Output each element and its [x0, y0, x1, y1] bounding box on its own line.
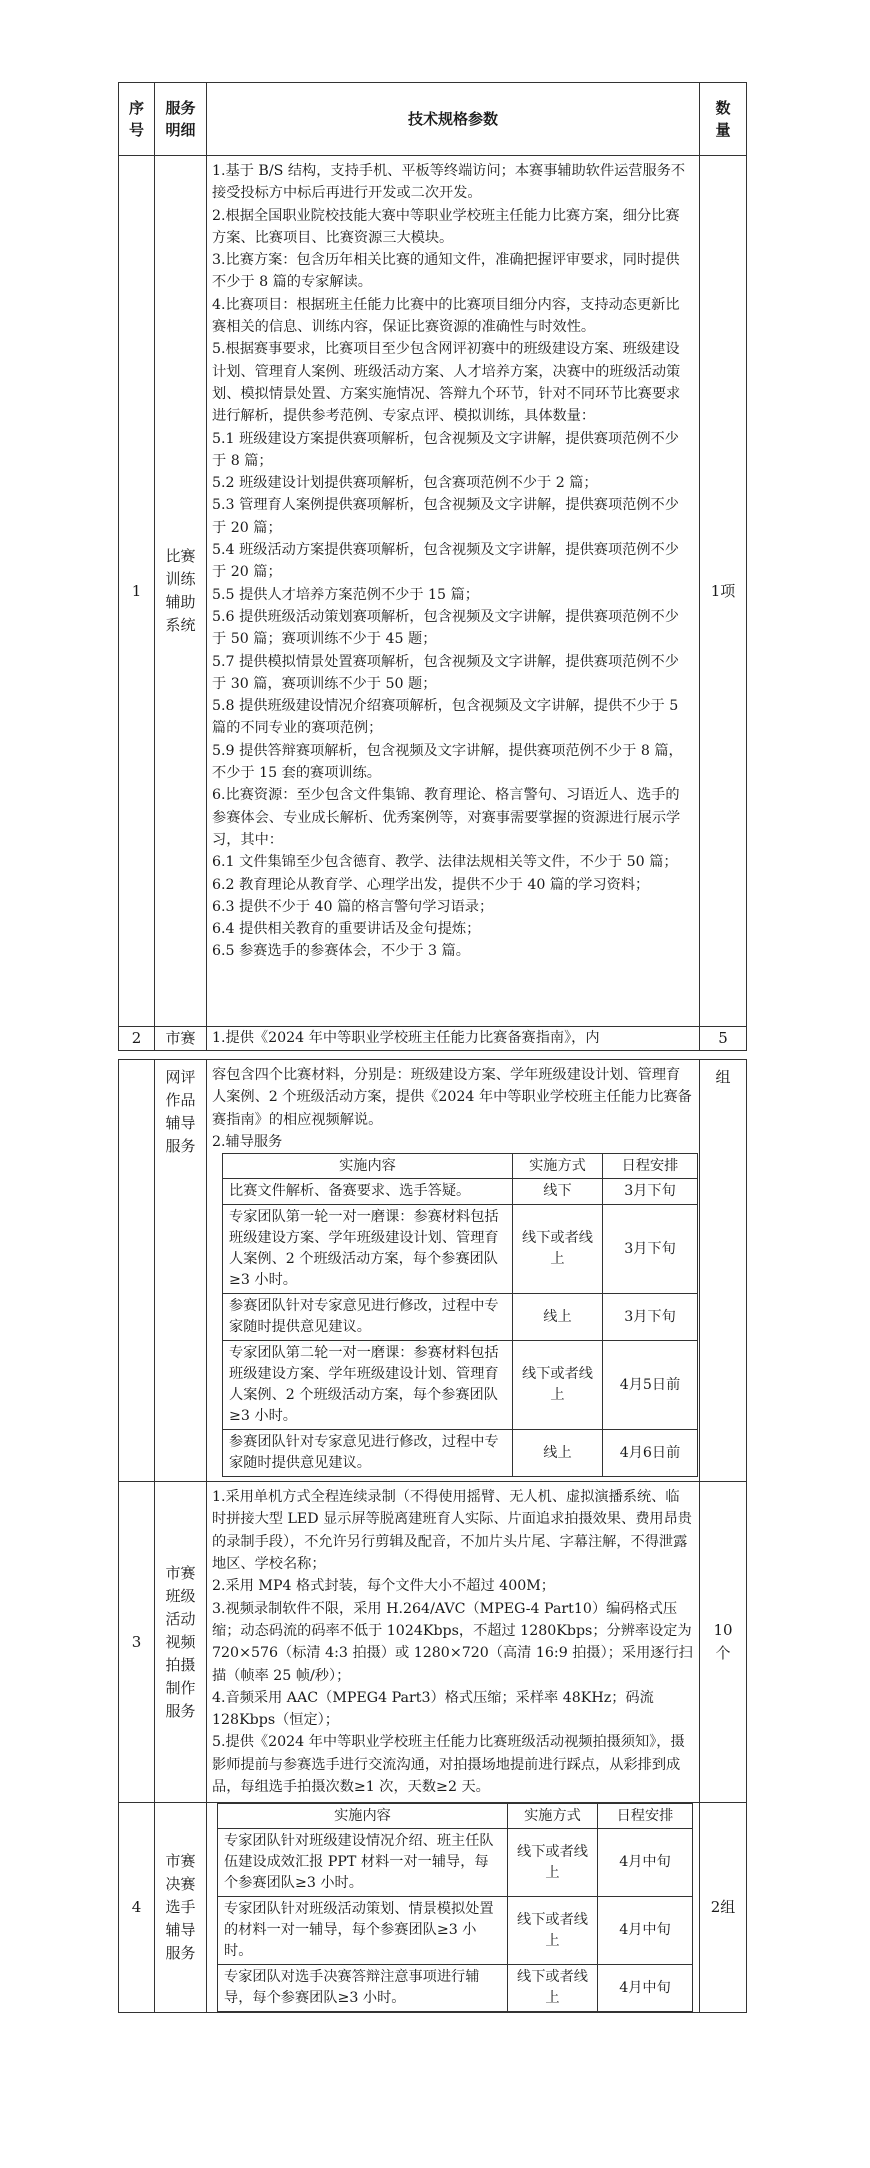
row2-qty-rest: 组	[700, 1060, 747, 1482]
row1-line: 5.2 班级建设计划提供赛项解析，包含赛项范例不少于 2 篇；	[212, 475, 598, 492]
row2-params	[207, 1060, 700, 1482]
row3-name: 市赛班级活动视频拍摄制作服务	[155, 1482, 207, 1803]
schedule-content: 参赛团队针对专家意见进行修改，过程中专家随时提供意见建议。	[223, 1294, 513, 1341]
schedule-row	[223, 1294, 698, 1341]
schedule-content: 专家团队针对班级活动策划、情景模拟处置的材料一对一辅导，每个参赛团队≥3 小时。	[218, 1897, 508, 1965]
schedule-method: 线下或者线上	[513, 1341, 603, 1430]
row1-name: 比赛训练辅助系统	[155, 156, 207, 1027]
row3-line: 2.采用 MP4 格式封装，每个文件大小不超过 400M；	[212, 1578, 555, 1595]
row2-schedule-table	[222, 1153, 698, 1477]
row2-line2: 2.辅导服务	[212, 1133, 283, 1150]
row3-line: 3.视频录制软件不限，采用 H.264/AVC（MPEG-4 Part10）编码格式压缩；动态码流的码率不低于 1024Kbps，不超过 1280Kbps；分辨率设定为 720×576（标清 4:3 拍摄）或 1280×720（高清 16:9 拍摄）；采用逐行扫描（帧率 25 帧/秒）；	[212, 1600, 693, 1684]
row1-line: 6.2 教育理论从教育学、心理学出发，提供不少于 40 篇的学习资料；	[212, 876, 650, 893]
header-qty: 数量	[700, 83, 747, 156]
header-name: 服务明细	[155, 83, 207, 156]
row1-line: 6.1 文件集锦至少包含德育、教学、法律法规相关等文件，不少于 50 篇；	[212, 854, 678, 871]
schedule-row	[218, 1829, 693, 1897]
header-params: 技术规格参数	[207, 83, 700, 156]
schedule-content: 专家团队针对班级建设情况介绍、班主任队伍建设成效汇报 PPT 材料一对一辅导，每个参赛团队≥3 小时。	[218, 1829, 508, 1897]
row1-line: 5.8 提供班级建设情况介绍赛项解析，包含视频及文字讲解，提供不少于 5 篇的不同专业的赛项范例；	[212, 698, 679, 737]
row1-line: 5.1 班级建设方案提供赛项解析，包含视频及文字讲解，提供赛项范例不少于 8 篇；	[212, 430, 679, 469]
row2-qty-top: 5	[700, 1027, 747, 1051]
row1-line: 5.3 管理育人案例提供赛项解析，包含视频及文字讲解，提供赛项范例不少于 20 篇；	[212, 497, 679, 536]
schedule-row	[218, 1897, 693, 1965]
schedule-header-method: 实施方式	[513, 1154, 603, 1179]
row2-name-top: 市赛	[155, 1027, 207, 1051]
schedule-content: 比赛文件解析、备赛要求、选手答疑。	[223, 1179, 513, 1205]
schedule-header-date: 日程安排	[603, 1154, 698, 1179]
row-training-system	[119, 156, 747, 1027]
schedule-method: 线下或者线上	[508, 1897, 598, 1965]
row4-qty: 2组	[700, 1803, 747, 2013]
row1-line: 6.3 提供不少于 40 篇的格言警句学习语录；	[212, 898, 494, 915]
schedule-row	[223, 1179, 698, 1205]
row3-seq: 3	[119, 1482, 155, 1803]
schedule-content: 专家团队第二轮一对一磨课：参赛材料包括班级建设方案、学年班级建设计划、管理育人案例、2 个班级活动方案，每个参赛团队≥3 小时。	[223, 1341, 513, 1430]
row1-line: 5.7 提供模拟情景处置赛项解析，包含视频及文字讲解，提供赛项范例不少于 30 篇，赛项训练不少于 50 题；	[212, 653, 679, 692]
row1-seq: 1	[119, 156, 155, 1027]
row2-name-rest: 网评作品辅导服务	[155, 1060, 207, 1482]
row-online-review-top	[119, 1027, 747, 1051]
schedule-row	[223, 1341, 698, 1430]
row1-params	[207, 156, 700, 1027]
schedule-header	[223, 1154, 698, 1179]
schedule-method: 线上	[513, 1430, 603, 1477]
schedule-method: 线下或者线上	[508, 1965, 598, 2012]
row1-line: 5.9 提供答辩赛项解析，包含视频及文字讲解，提供赛项范例不少于 8 篇，不少于 15 套的赛项训练。	[212, 742, 683, 782]
schedule-date: 3月下旬	[603, 1205, 698, 1294]
row1-qty: 1项	[700, 156, 747, 1027]
schedule-header-method: 实施方式	[508, 1804, 598, 1829]
schedule-header-date: 日程安排	[598, 1804, 693, 1829]
row1-line: 6.4 提供相关教育的重要讲话及金句提炼；	[212, 921, 481, 938]
schedule-date: 4月中旬	[598, 1897, 693, 1965]
schedule-header-content: 实施内容	[218, 1804, 508, 1829]
schedule-date: 4月5日前	[603, 1341, 698, 1430]
schedule-date: 3月下旬	[603, 1294, 698, 1341]
schedule-date: 4月中旬	[598, 1829, 693, 1897]
schedule-method: 线下	[513, 1179, 603, 1205]
schedule-row	[223, 1430, 698, 1477]
row1-line: 4.比赛项目：根据班主任能力比赛中的比赛项目细分内容，支持动态更新比赛相关的信息、训练内容，保证比赛资源的准确性与时效性。	[212, 296, 680, 336]
row1-line: 5.根据赛事要求，比赛项目至少包含网评初赛中的班级建设方案、班级建设计划、管理育人案例、班级活动方案、人才培养方案，决赛中的班级活动策划、模拟情景处置、方案实施情况、答辩九个环节，针对不同环节比赛要求进行解析，提供参考范例、专家点评、模拟训练，具体数量：	[212, 341, 681, 425]
row3-line: 5.提供《2024 年中等职业学校班主任能力比赛班级活动视频拍摄须知》，摄影师提前与参赛选手进行交流沟通，对拍摄场地提前进行踩点，从彩排到成品，每组选手拍摄次数≥1 次，天数≥2 天。	[212, 1734, 685, 1796]
header-seq: 序号	[119, 83, 155, 156]
row1-line: 1.基于 B/S 结构，支持手机、平板等终端访问；本赛事辅助软件运营服务不接受投标方中标后再进行开发或二次开发。	[212, 163, 686, 202]
row1-line: 3.比赛方案：包含历年相关比赛的通知文件，准确把握评审要求，同时提供不少于 8 篇的专家解读。	[212, 252, 680, 291]
schedule-content: 专家团队对选手决赛答辩注意事项进行辅导，每个参赛团队≥3 小时。	[218, 1965, 508, 2012]
schedule-method: 线上	[513, 1294, 603, 1341]
schedule-row	[218, 1965, 693, 2012]
row1-line: 6.比赛资源：至少包含文件集锦、教育理论、格言警句、习语近人、选手的参赛体会、专业成长解析、优秀案例等，对赛事需要掌握的资源进行展示学习，其中：	[212, 787, 681, 848]
schedule-content: 专家团队第一轮一对一磨课：参赛材料包括班级建设方案、学年班级建设计划、管理育人案例、2 个班级活动方案，每个参赛团队≥3 小时。	[223, 1205, 513, 1294]
row2-line-top: 1.提供《2024 年中等职业学校班主任能力比赛备赛指南》，内	[207, 1027, 700, 1051]
row4-params	[207, 1803, 700, 2013]
schedule-row	[223, 1205, 698, 1294]
row3-qty: 10个	[700, 1482, 747, 1803]
page-break-gap	[119, 1051, 747, 1060]
row-online-review	[119, 1060, 747, 1482]
schedule-method: 线下或者线上	[508, 1829, 598, 1897]
schedule-header	[218, 1804, 693, 1829]
row3-params	[207, 1482, 700, 1803]
row2-line-cont: 容包含四个比赛材料，分别是：班级建设方案、学年班级建设计划、管理育人案例、2 个班级活动方案，提供《2024 年中等职业学校班主任能力比赛备赛指南》的相应视频解说。	[212, 1067, 692, 1128]
row1-line: 2.根据全国职业院校技能大赛中等职业学校班主任能力比赛方案，细分比赛方案、比赛项目、比赛资源三大模块。	[212, 207, 680, 246]
row-final-coaching	[119, 1803, 747, 2013]
schedule-date: 4月6日前	[603, 1430, 698, 1477]
schedule-header-content: 实施内容	[223, 1154, 513, 1179]
schedule-content: 参赛团队针对专家意见进行修改，过程中专家随时提供意见建议。	[223, 1430, 513, 1477]
row4-seq: 4	[119, 1803, 155, 2013]
row2-seq-cont	[119, 1060, 155, 1482]
header-row	[119, 83, 747, 156]
row2-seq: 2	[119, 1027, 155, 1051]
row3-line: 4.音频采用 AAC（MPEG4 Part3）格式压缩；采样率 48KHz；码流 128Kbps（恒定）；	[212, 1689, 654, 1729]
schedule-date: 4月中旬	[598, 1965, 693, 2012]
row4-schedule-table	[217, 1803, 693, 2012]
row-video-production	[119, 1482, 747, 1803]
row1-line: 5.5 提供人才培养方案范例不少于 15 篇；	[212, 586, 479, 603]
row1-line: 5.6 提供班级活动策划赛项解析，包含视频及文字讲解，提供赛项范例不少于 50 篇；赛项训练不少于 45 题；	[212, 608, 679, 648]
row4-name: 市赛决赛选手辅导服务	[155, 1803, 207, 2013]
row1-line: 5.4 班级活动方案提供赛项解析，包含视频及文字讲解，提供赛项范例不少于 20 篇；	[212, 542, 679, 581]
schedule-date: 3月下旬	[603, 1179, 698, 1205]
row1-line: 6.5 参赛选手的参赛体会，不少于 3 篇。	[212, 943, 470, 960]
spec-table	[118, 82, 747, 2013]
row3-line: 1.采用单机方式全程连续录制（不得使用摇臂、无人机、虚拟演播系统、临时拼接大型 LED 显示屏等脱离建班育人实际、片面追求拍摄效果、费用昂贵的录制手段），不允许另行剪辑及配音，不加片头片尾、字幕注解，不得泄露地区、学校名称；	[212, 1489, 692, 1573]
schedule-method: 线下或者线上	[513, 1205, 603, 1294]
